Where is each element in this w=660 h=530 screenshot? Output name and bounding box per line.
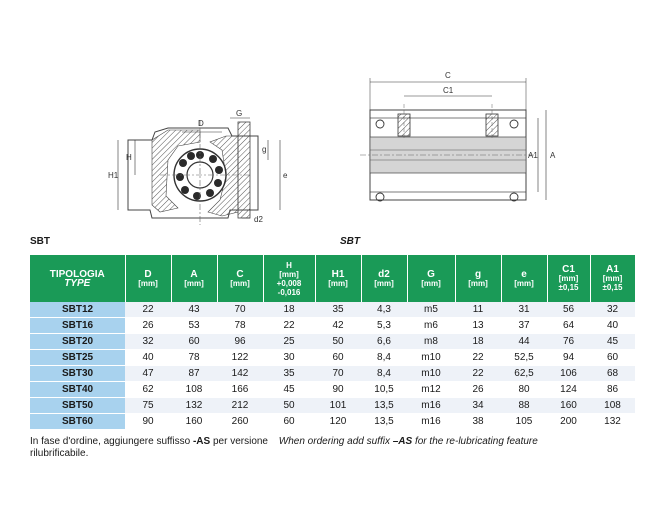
cell-g-lower: 26: [455, 382, 501, 398]
cell-a: 87: [171, 366, 217, 382]
cell-e: 44: [501, 334, 547, 350]
cell-g-lower: 13: [455, 318, 501, 334]
table-row: [30, 398, 635, 414]
cell-c1: 106: [547, 366, 590, 382]
cell-d: 40: [125, 350, 171, 366]
header-a: A [mm]: [171, 255, 217, 302]
table-row: [30, 366, 635, 382]
cell-a1: 40: [590, 318, 635, 334]
cell-a: 60: [171, 334, 217, 350]
cell-g-lower: 38: [455, 414, 501, 430]
cell-e: 37: [501, 318, 547, 334]
cell-d2: 4,3: [361, 302, 407, 318]
cell-h: 30: [263, 350, 315, 366]
cell-g-lower: 22: [455, 350, 501, 366]
cell-type: SBT25: [30, 350, 125, 366]
dim-label-h1: H1: [108, 171, 119, 180]
cell-h: 35: [263, 366, 315, 382]
cell-g-lower: 22: [455, 366, 501, 382]
cell-d: 62: [125, 382, 171, 398]
cell-g-lower: 11: [455, 302, 501, 318]
top-view-drawing: [360, 71, 556, 201]
cell-type: SBT16: [30, 318, 125, 334]
header-h1: H1 [mm]: [315, 255, 361, 302]
cell-c1: 76: [547, 334, 590, 350]
cell-c: 166: [217, 382, 263, 398]
header-a1: A1 [mm] ±0,15: [590, 255, 635, 302]
cell-type: SBT20: [30, 334, 125, 350]
cell-g-upper: m16: [407, 414, 455, 430]
dim-label-a1: A1: [528, 151, 538, 160]
header-c1: C1 [mm] ±0,15: [547, 255, 590, 302]
header-e: e [mm]: [501, 255, 547, 302]
cross-section-drawing: [108, 109, 288, 225]
cell-h1: 90: [315, 382, 361, 398]
cell-d: 90: [125, 414, 171, 430]
cell-a: 53: [171, 318, 217, 334]
order-note: [30, 436, 630, 460]
cell-d: 22: [125, 302, 171, 318]
cell-h1: 42: [315, 318, 361, 334]
dim-label-h: H: [126, 153, 132, 162]
cell-e: 80: [501, 382, 547, 398]
cell-d2: 6,6: [361, 334, 407, 350]
header-c: C [mm]: [217, 255, 263, 302]
cell-c: 122: [217, 350, 263, 366]
cell-h1: 35: [315, 302, 361, 318]
cell-e: 62,5: [501, 366, 547, 382]
cell-a1: 108: [590, 398, 635, 414]
cell-c: 212: [217, 398, 263, 414]
note-en-prefix: When ordering add suffix: [278, 436, 390, 447]
cell-type: SBT12: [30, 302, 125, 318]
cell-c1: 56: [547, 302, 590, 318]
header-d: D [mm]: [125, 255, 171, 302]
cell-a: 108: [171, 382, 217, 398]
table-row: [30, 334, 635, 350]
header-type: [30, 255, 125, 302]
dim-label-d2: d2: [254, 215, 263, 224]
dim-label-e: e: [283, 171, 288, 180]
cell-c: 70: [217, 302, 263, 318]
dim-label-d: D: [198, 119, 204, 128]
cell-g-upper: m5: [407, 302, 455, 318]
cell-d2: 5,3: [361, 318, 407, 334]
cell-a1: 86: [590, 382, 635, 398]
cell-h: 18: [263, 302, 315, 318]
cell-d: 26: [125, 318, 171, 334]
cell-g-upper: m16: [407, 398, 455, 414]
note-en-tail: for the re-lubricating feature: [414, 436, 538, 447]
caption-right: SBT: [340, 236, 360, 247]
table-header-row: [30, 255, 635, 302]
table-body: [30, 302, 635, 430]
cell-g-upper: m10: [407, 350, 455, 366]
cell-h1: 101: [315, 398, 361, 414]
cell-c1: 200: [547, 414, 590, 430]
cell-a1: 45: [590, 334, 635, 350]
cell-c1: 124: [547, 382, 590, 398]
cell-a1: 32: [590, 302, 635, 318]
cell-h1: 50: [315, 334, 361, 350]
table-row: [30, 318, 635, 334]
header-type-it: TIPOLOGIA: [49, 268, 105, 280]
dim-label-g-lower: g: [262, 145, 267, 154]
header-d2: d2 [mm]: [361, 255, 407, 302]
cell-c1: 94: [547, 350, 590, 366]
cell-a1: 68: [590, 366, 635, 382]
table-row: [30, 382, 635, 398]
cell-d2: 8,4: [361, 350, 407, 366]
cell-h: 60: [263, 414, 315, 430]
cell-type: SBT40: [30, 382, 125, 398]
header-h: H [mm] +0,008 -0,016: [263, 255, 315, 302]
cell-type: SBT30: [30, 366, 125, 382]
dimensions-table: [30, 255, 636, 430]
cell-e: 105: [501, 414, 547, 430]
cell-a1: 132: [590, 414, 635, 430]
cell-a: 43: [171, 302, 217, 318]
note-it-code: -AS: [192, 436, 211, 447]
cell-a1: 60: [590, 350, 635, 366]
cell-c: 96: [217, 334, 263, 350]
cell-h: 25: [263, 334, 315, 350]
cell-a: 160: [171, 414, 217, 430]
dim-label-g-upper: G: [236, 109, 243, 118]
cell-g-upper: m6: [407, 318, 455, 334]
cell-h: 50: [263, 398, 315, 414]
header-type-en: TYPE: [64, 277, 91, 289]
cell-h: 45: [263, 382, 315, 398]
dim-label-a: A: [550, 151, 556, 160]
cell-c: 78: [217, 318, 263, 334]
cell-type: SBT60: [30, 414, 125, 430]
note-it-tail-2: rilubrificabile.: [30, 448, 89, 459]
cell-d: 47: [125, 366, 171, 382]
cell-a: 78: [171, 350, 217, 366]
header-g-lower: g [mm]: [455, 255, 501, 302]
cell-e: 52,5: [501, 350, 547, 366]
cell-h1: 60: [315, 350, 361, 366]
cell-h: 22: [263, 318, 315, 334]
cell-e: 88: [501, 398, 547, 414]
caption-left: SBT: [30, 236, 50, 247]
note-it-prefix: In fase d'ordine, aggiungere suffisso: [30, 436, 191, 447]
table-row: [30, 350, 635, 366]
cell-h1: 120: [315, 414, 361, 430]
cell-g-upper: m10: [407, 366, 455, 382]
cell-c: 142: [217, 366, 263, 382]
cell-c1: 64: [547, 318, 590, 334]
technical-drawings: [0, 0, 660, 240]
note-it-tail-1: per versione: [212, 436, 268, 447]
dim-label-c: C: [445, 71, 451, 80]
cell-g-lower: 18: [455, 334, 501, 350]
cell-c: 260: [217, 414, 263, 430]
dim-label-c1: C1: [443, 86, 454, 95]
cell-d2: 13,5: [361, 398, 407, 414]
cell-d: 32: [125, 334, 171, 350]
cell-c1: 160: [547, 398, 590, 414]
cell-g-upper: m12: [407, 382, 455, 398]
cell-d2: 13,5: [361, 414, 407, 430]
cell-a: 132: [171, 398, 217, 414]
cell-e: 31: [501, 302, 547, 318]
cell-d: 75: [125, 398, 171, 414]
note-en-code: –AS: [392, 436, 413, 447]
table-row: [30, 302, 635, 318]
table-row: [30, 414, 635, 430]
cell-h1: 70: [315, 366, 361, 382]
cell-d2: 8,4: [361, 366, 407, 382]
cell-g-upper: m8: [407, 334, 455, 350]
header-g-upper: G [mm]: [407, 255, 455, 302]
cell-g-lower: 34: [455, 398, 501, 414]
cell-type: SBT50: [30, 398, 125, 414]
cell-d2: 10,5: [361, 382, 407, 398]
